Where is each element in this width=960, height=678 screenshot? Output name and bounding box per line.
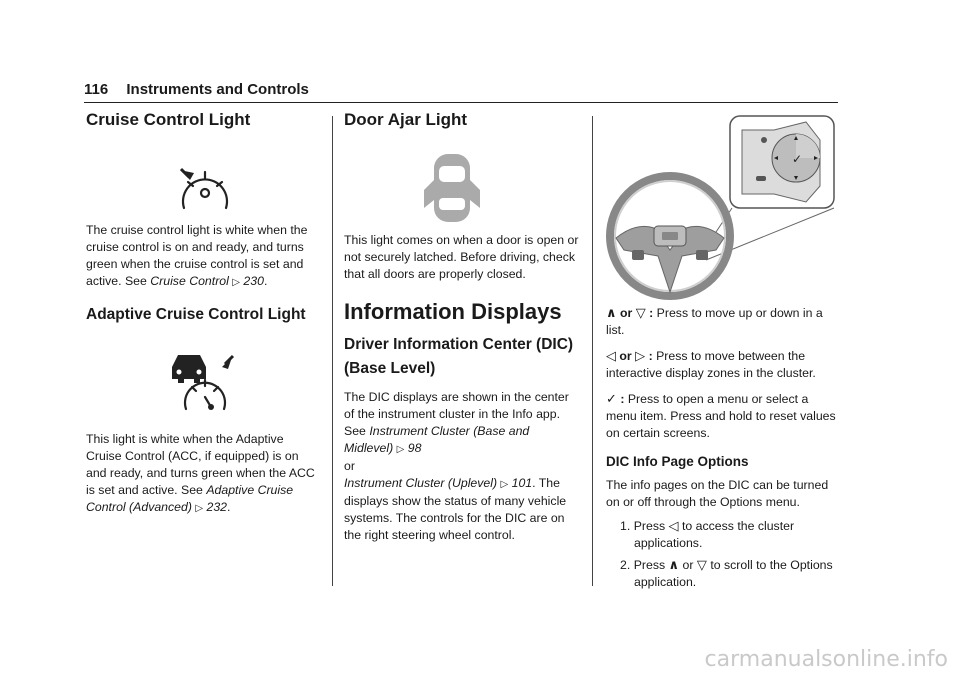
down-arrow-icon: ▽ — [635, 305, 646, 320]
dic-paragraph: The DIC displays are shown in the center of the instrument cluster in the Info app. See Instrument Cluster (Base and Midlevel) ▷ 98 or Instrument Cluster (Uplevel) ▷ 101. The displays show the status of many vehicle systems. The controls for the DIC are on the right steering wheel control. — [344, 390, 569, 542]
left-arrow-icon: ◁ — [606, 348, 616, 363]
up-arrow-icon: ∧ — [606, 305, 617, 320]
page-number: 116 — [84, 81, 109, 98]
dic-options-heading: DIC Info Page Options — [606, 454, 749, 469]
dic-heading: Driver Information Center (DIC) (Base Level) — [344, 336, 574, 377]
column-3 — [606, 110, 840, 595]
steering-wheel-illustration — [606, 110, 840, 300]
left-arrow-icon: ◁ — [668, 518, 679, 533]
column-1 — [86, 110, 318, 517]
svg-text:✓: ✓ — [792, 152, 803, 166]
dic-options-paragraph: The info pages on the DIC can be turned on or off through the Options menu. — [606, 478, 829, 509]
up-arrow-icon: ∧ — [668, 557, 680, 572]
select-item: ✓ : Press to open a menu or select a menu item. Press and hold to reset values on certain screens. — [606, 391, 836, 440]
cruise-control-icon — [86, 130, 318, 212]
cruise-control-light-heading: Cruise Control Light — [86, 110, 251, 129]
door-ajar-icon — [344, 130, 580, 226]
steps-list — [606, 517, 840, 591]
page-header — [84, 80, 838, 103]
information-displays-heading: Information Displays — [344, 299, 562, 324]
left-right-item: ◁ or ▷ : Press to move between the interactive display zones in the cluster. — [606, 348, 816, 380]
checkmark-icon: ✓ — [606, 391, 617, 406]
watermark: carmanualsonline.info — [704, 647, 948, 672]
right-arrow-icon: ▷ — [635, 348, 646, 363]
cruise-control-paragraph: The cruise control light is white when the cruise control is on and ready, and turns green when the cruise control is set and active. See Cruise Control ▷ 230. — [86, 223, 308, 288]
door-ajar-paragraph: This light comes on when a door is open or not securely latched. Before driving, check that all doors are properly closed. — [344, 233, 579, 281]
acc-light-heading: Adaptive Cruise Control Light — [86, 306, 306, 323]
down-arrow-icon: ▽ — [696, 557, 707, 572]
door-ajar-heading: Door Ajar Light — [344, 110, 468, 129]
section-title: Instruments and Controls — [126, 81, 309, 98]
acc-paragraph: This light is white when the Adaptive Cruise Control (ACC, if equipped) is on and ready, and turns green when the ACC is set and active. See Adaptive Cruise Control (Advanced) ▷ 232. — [86, 432, 315, 514]
column-2 — [344, 110, 580, 544]
up-down-item: ∧ or ▽ : Press to move up or down in a list. — [606, 305, 823, 337]
column-divider-2 — [592, 116, 593, 586]
adaptive-cruise-icon — [86, 327, 318, 423]
column-divider-1 — [332, 116, 333, 586]
step-1: 1. Press ◁ to access the cluster applications. — [620, 518, 795, 550]
step-2: 2. Press ∧ or ▽ to scroll to the Options application. — [620, 557, 833, 589]
